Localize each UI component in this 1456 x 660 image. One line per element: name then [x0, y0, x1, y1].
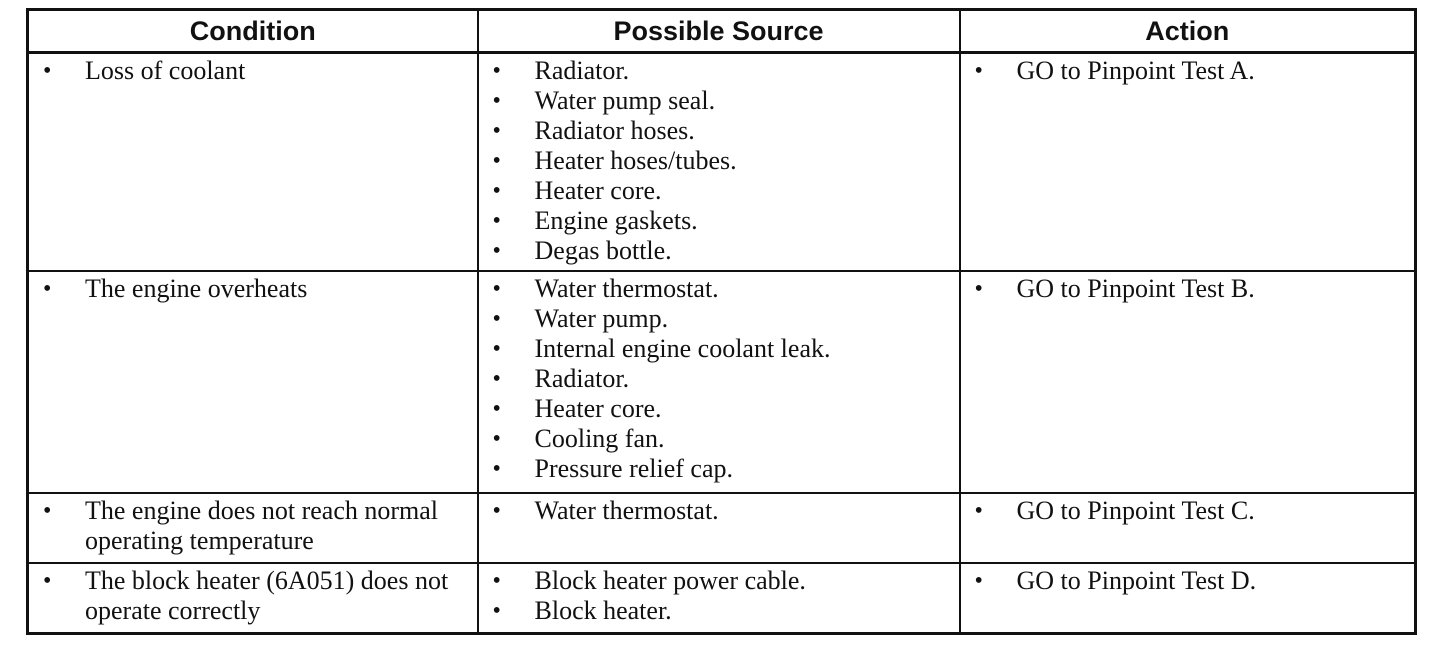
- condition-cell: [28, 493, 478, 563]
- header-action: Action: [960, 10, 1416, 53]
- header-possible-source: Possible Source: [478, 10, 960, 53]
- action-text: • GO to Pinpoint Test D.: [961, 566, 1415, 596]
- table-row: [28, 493, 1416, 563]
- action-cell: [960, 563, 1416, 634]
- source-item: • Water thermostat.: [479, 496, 959, 526]
- source-item: • Heater hoses/tubes.: [479, 146, 959, 176]
- condition-cell: [28, 271, 478, 493]
- action-cell: [960, 271, 1416, 493]
- source-item: • Water pump seal.: [479, 86, 959, 116]
- source-item: • Internal engine coolant leak.: [479, 334, 959, 364]
- header-condition: Condition: [28, 10, 478, 53]
- source-item: • Heater core.: [479, 394, 959, 424]
- action-text: • GO to Pinpoint Test C.: [961, 496, 1415, 526]
- source-item: • Radiator.: [479, 364, 959, 394]
- source-item: • Pressure relief cap.: [479, 454, 959, 484]
- condition-cell: [28, 563, 478, 634]
- source-item: • Water pump.: [479, 304, 959, 334]
- source-cell: [478, 271, 960, 493]
- table-row: [28, 271, 1416, 493]
- action-cell: [960, 53, 1416, 272]
- source-item: • Engine gaskets.: [479, 206, 959, 236]
- condition-text: • The engine does not reach normal operating temperature: [29, 496, 477, 556]
- source-cell: [478, 493, 960, 563]
- source-item: • Block heater power cable.: [479, 566, 959, 596]
- condition-text: • The engine overheats: [29, 274, 477, 304]
- condition-text: • The block heater (6A051) does not operate correctly: [29, 566, 477, 626]
- source-item: • Water thermostat.: [479, 274, 959, 304]
- diagnosis-table: [26, 8, 1417, 635]
- source-item: • Radiator hoses.: [479, 116, 959, 146]
- condition-text: • Loss of coolant: [29, 56, 477, 86]
- source-cell: [478, 563, 960, 634]
- source-cell: [478, 53, 960, 272]
- source-item: • Cooling fan.: [479, 424, 959, 454]
- source-item: • Radiator.: [479, 56, 959, 86]
- source-item: • Degas bottle.: [479, 236, 959, 266]
- condition-cell: [28, 53, 478, 272]
- action-cell: [960, 493, 1416, 563]
- action-text: • GO to Pinpoint Test B.: [961, 274, 1415, 304]
- source-item: • Heater core.: [479, 176, 959, 206]
- action-text: • GO to Pinpoint Test A.: [961, 56, 1415, 86]
- table-row: [28, 563, 1416, 634]
- header-row: [28, 10, 1416, 53]
- table-row: [28, 53, 1416, 272]
- source-item: • Block heater.: [479, 596, 959, 626]
